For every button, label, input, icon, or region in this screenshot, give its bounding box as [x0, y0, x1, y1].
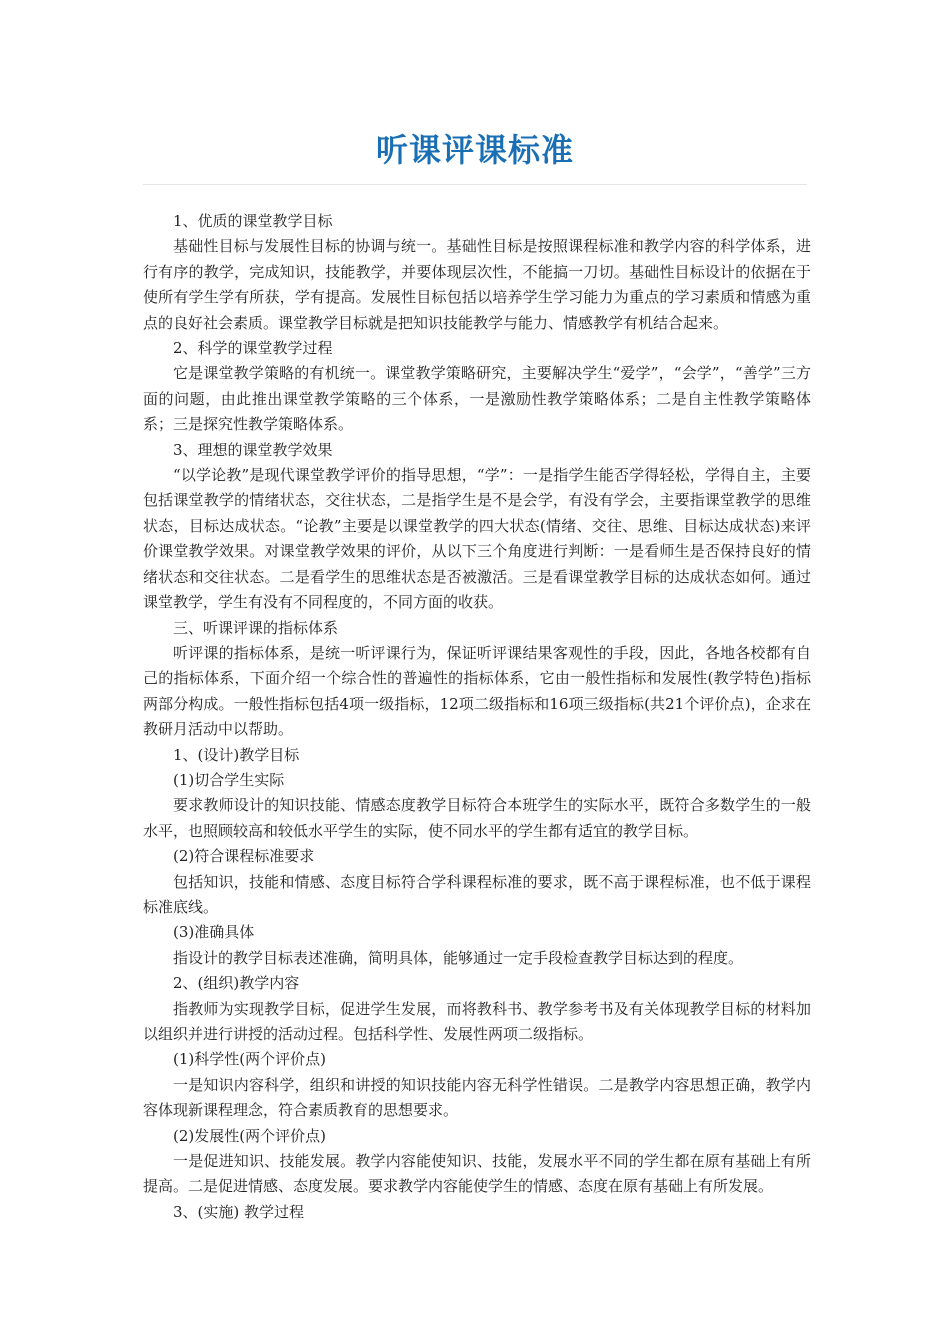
body-paragraph: 指教师为实现教学目标，促进学生发展，而将教科书、教学参考书及有关体现教学目标的材料加以组织并进行讲授的活动过程。包括科学性、发展性两项二级指标。	[143, 999, 811, 1043]
title-divider	[143, 184, 807, 185]
subheading: (2)符合课程标准要求	[173, 847, 315, 866]
body-paragraph: 一是促进知识、技能发展。教学内容能使知识、技能，发展水平不同的学生都在原有基础上有所提高。二是促进情感、态度发展。要求教学内容能使学生的情感、态度在原有基础上有所发展。	[143, 1152, 811, 1196]
heading-organize-content: 2、(组织)教学内容	[173, 974, 300, 993]
subheading: (3)准确具体	[173, 923, 255, 942]
document-body	[143, 209, 811, 1225]
body-paragraph: 包括知识，技能和情感、态度目标符合学科课程标准的要求，既不高于课程标准，也不低于课程标准底线。	[143, 872, 811, 916]
heading-teaching-process: 2、科学的课堂教学过程	[173, 339, 333, 358]
body-paragraph: 它是课堂教学策略的有机统一。课堂教学策略研究，主要解决学生“爱学”，“会学”，“善学”三方面的问题，由此推出课堂教学策略的三个体系，一是激励性教学策略体系；二是自主性教学策略体系；三是探究性教学策略体系。	[143, 364, 811, 434]
document-title: 听课评课标准	[375, 131, 574, 169]
subheading: (1)科学性(两个评价点)	[173, 1050, 326, 1069]
heading-indicator-system: 三、听课评课的指标体系	[173, 618, 339, 637]
body-paragraph: 指设计的教学目标表述准确，简明具体，能够通过一定手段检查教学目标达到的程度。	[173, 948, 744, 967]
body-paragraph: 一是知识内容科学，组织和讲授的知识技能内容无科学性错误。二是教学内容思想正确，教学内容体现新课程理念，符合素质教育的思想要求。	[143, 1075, 811, 1120]
heading-teaching-effect: 3、理想的课堂教学效果	[173, 440, 333, 459]
body-paragraph: 要求教师设计的知识技能、情感态度教学目标符合本班学生的实际水平，既符合多数学生的一般水平，也照顾较高和较低水平学生的实际，使不同水平的学生都有适宜的教学目标。	[143, 796, 811, 840]
body-paragraph: 基础性目标与发展性目标的协调与统一。基础性目标是按照课程标准和教学内容的科学体系，进行有序的教学，完成知识，技能教学，并要体现层次性，不能搞一刀切。基础性目标设计的依据在于使所有学生学有所获，学有提高。发展性目标包括以培养学生学习能力为重点的学习素质和情感为重点的良好社会素质。课堂教学目标就是把知识技能教学与能力、情感教学有机结合起来。	[143, 237, 811, 332]
subheading: (1)切合学生实际	[173, 770, 285, 789]
body-paragraph: 听评课的指标体系，是统一听评课行为，保证听评课结果客观性的手段，因此，各地各校都有自己的指标体系，下面介绍一个综合性的普遍性的指标体系，它由一般性指标和发展性(教学特色)指标两部分构成。一般性指标包括4项一级指标，12项二级指标和16项三级指标(共21个评价点)，企求在教研月活动中以帮助。	[143, 643, 811, 739]
heading-quality-goals: 1、优质的课堂教学目标	[173, 212, 333, 230]
heading-design-goals: 1、(设计)教学目标	[173, 745, 300, 764]
body-paragraph: “以学论教”是现代课堂教学评价的指导思想，“学”：一是指学生能否学得轻松，学得自主，主要包括课堂教学的情绪状态，交往状态，二是指学生是不是会学，有没有学会，主要指课堂教学的思维状态，目标达成状态。“论教”主要是以课堂教学的四大状态(情绪、交往、思维、目标达成状态)来评价课堂教学效果。对课堂教学效果的评价，从以下三个角度进行判断：一是看师生是否保持良好的情绪状态和交往状态。二是看学生的思维状态是否被激活。三是看课堂教学目标的达成状态如何。通过课堂教学，学生有没有不同程度的，不同方面的收获。	[143, 466, 811, 612]
subheading: (2)发展性(两个评价点)	[173, 1126, 326, 1145]
heading-implement-process: 3、(实施) 教学过程	[173, 1202, 305, 1221]
